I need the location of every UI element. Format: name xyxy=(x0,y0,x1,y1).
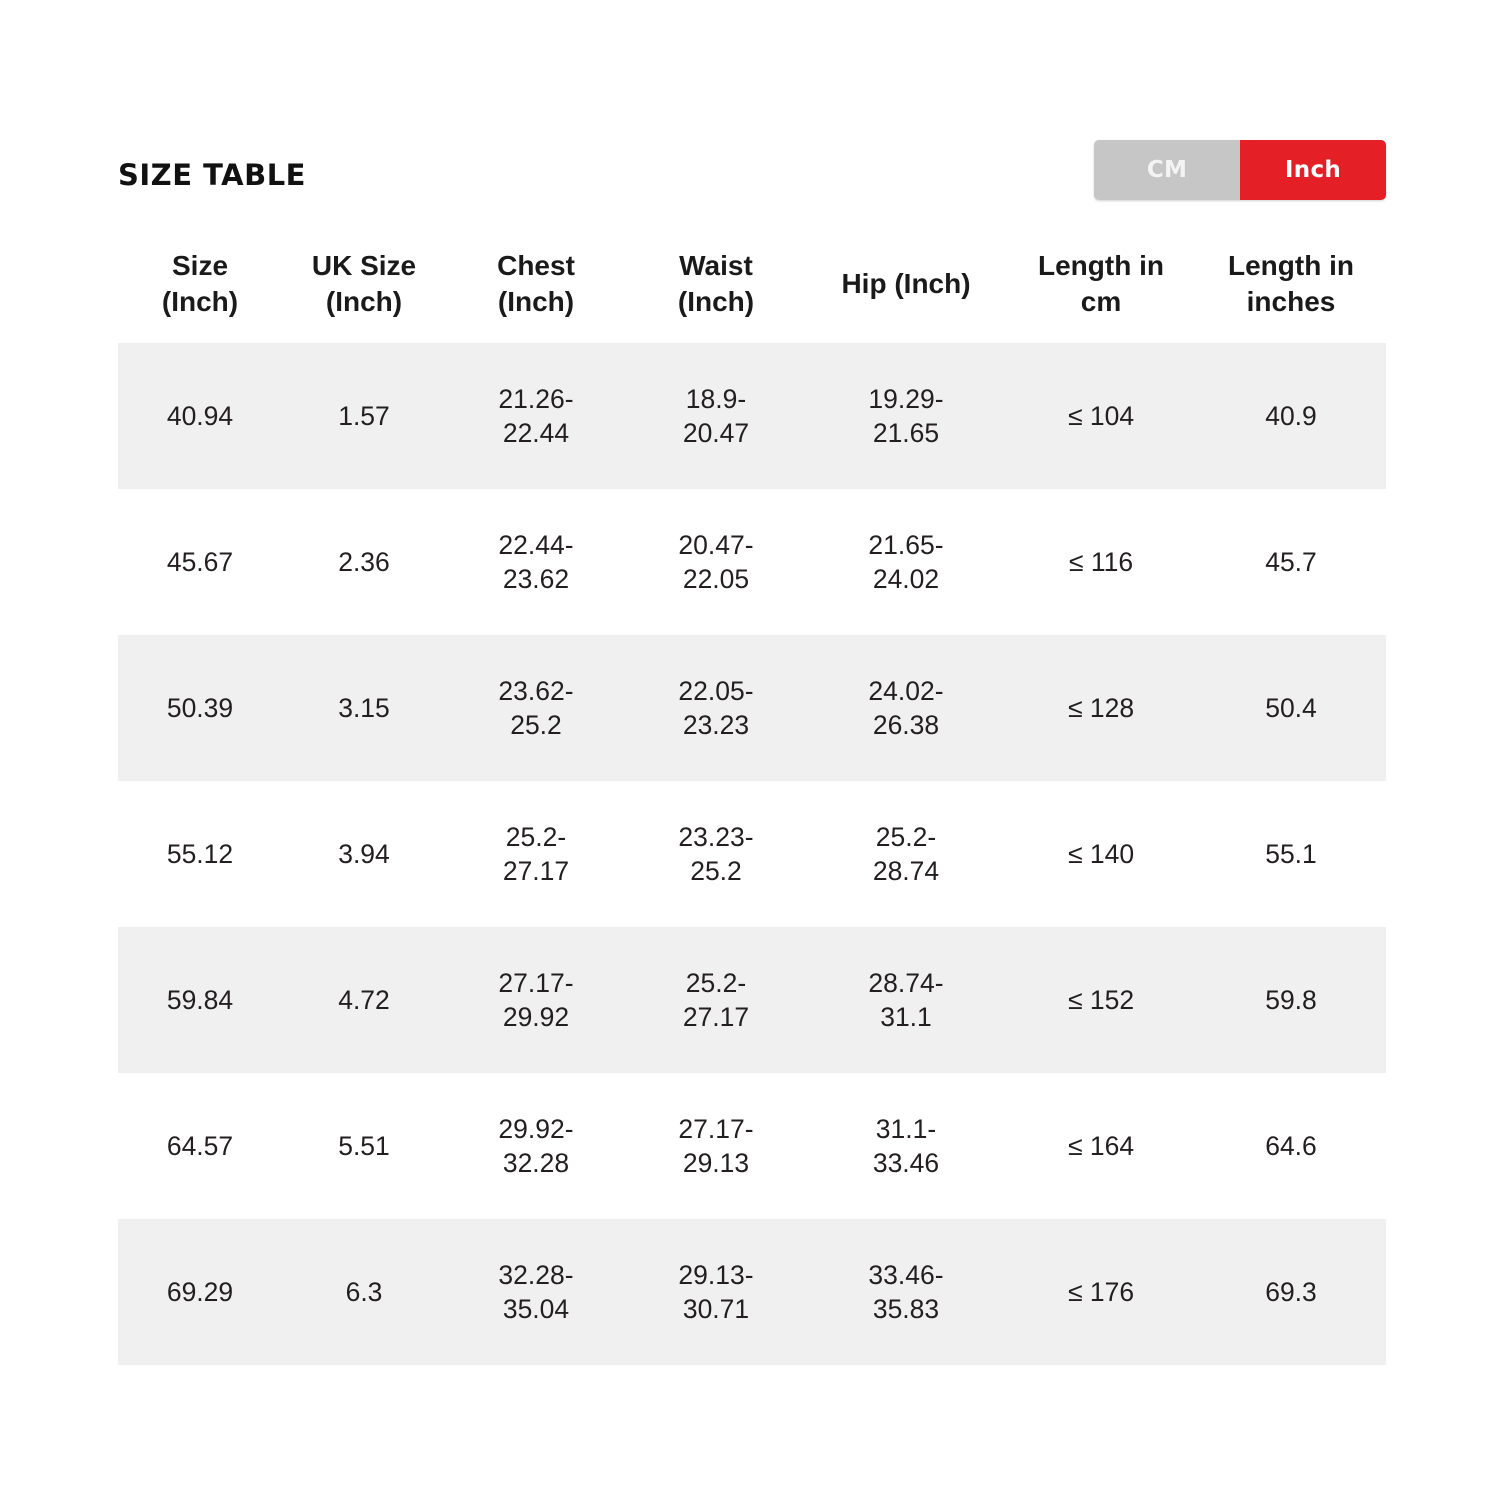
cell-chest xyxy=(446,781,626,927)
cell-waist xyxy=(626,1219,806,1365)
cell-hip xyxy=(806,489,1006,635)
column-header-size xyxy=(118,225,282,343)
cell-waist-line2: 20.47 xyxy=(682,418,750,448)
cell-hip-line2: 35.83 xyxy=(872,1294,940,1324)
column-header-size-line2: (Inch) xyxy=(161,286,239,317)
cell-length-inches: 45.7 xyxy=(1196,489,1386,635)
cell-uk-size: 3.15 xyxy=(282,635,446,781)
cell-chest xyxy=(446,489,626,635)
cell-hip-line1: 31.1- xyxy=(875,1113,937,1144)
cell-waist-line1: 23.23- xyxy=(678,821,754,852)
size-chart-header xyxy=(118,140,1386,206)
cell-hip-line1: 21.65- xyxy=(868,529,944,560)
unit-toggle-cm-button[interactable]: CM xyxy=(1094,140,1240,200)
cell-chest-line1: 25.2- xyxy=(505,821,567,852)
cell-size: 64.57 xyxy=(118,1073,282,1219)
cell-length-cm: ≤ 152 xyxy=(1006,927,1196,1073)
table-row xyxy=(118,1219,1386,1365)
table-row xyxy=(118,343,1386,489)
cell-chest xyxy=(446,343,626,489)
cell-waist-line2: 25.2 xyxy=(690,856,742,886)
table-row xyxy=(118,489,1386,635)
cell-chest-line2: 25.2 xyxy=(510,710,562,740)
column-header-length-inches-line2: inches xyxy=(1246,286,1336,317)
cell-length-cm: ≤ 176 xyxy=(1006,1219,1196,1365)
size-table-body xyxy=(118,343,1386,1365)
cell-waist-line2: 27.17 xyxy=(682,1002,750,1032)
cell-waist-line1: 22.05- xyxy=(678,675,754,706)
cell-chest-line2: 23.62 xyxy=(502,564,570,594)
column-header-waist-line2: (Inch) xyxy=(677,286,755,317)
column-header-length-cm xyxy=(1006,225,1196,343)
cell-length-cm: ≤ 128 xyxy=(1006,635,1196,781)
cell-waist-line2: 29.13 xyxy=(682,1148,750,1178)
cell-waist-line2: 22.05 xyxy=(682,564,750,594)
cell-waist-line1: 25.2- xyxy=(685,967,747,998)
cell-chest xyxy=(446,927,626,1073)
cell-chest-line2: 35.04 xyxy=(502,1294,570,1324)
cell-waist-line2: 30.71 xyxy=(682,1294,750,1324)
cell-size: 45.67 xyxy=(118,489,282,635)
cell-chest-line1: 27.17- xyxy=(498,967,574,998)
column-header-uk-size-line1: UK Size xyxy=(311,250,417,282)
cell-hip xyxy=(806,635,1006,781)
size-table-head xyxy=(118,225,1386,343)
cell-hip xyxy=(806,1073,1006,1219)
cell-waist-line2: 23.23 xyxy=(682,710,750,740)
table-row xyxy=(118,635,1386,781)
cell-waist-line1: 20.47- xyxy=(678,529,754,560)
cell-chest-line1: 22.44- xyxy=(498,529,574,560)
column-header-chest-line1: Chest xyxy=(497,250,575,282)
cell-chest-line2: 29.92 xyxy=(502,1002,570,1032)
cell-hip-line2: 26.38 xyxy=(872,710,940,740)
cell-length-inches: 40.9 xyxy=(1196,343,1386,489)
cell-waist-line1: 18.9- xyxy=(685,383,747,414)
cell-chest-line1: 32.28- xyxy=(498,1259,574,1290)
cell-hip-line2: 28.74 xyxy=(872,856,940,886)
cell-length-cm: ≤ 104 xyxy=(1006,343,1196,489)
cell-length-cm: ≤ 116 xyxy=(1006,489,1196,635)
column-header-uk-size xyxy=(282,225,446,343)
cell-waist xyxy=(626,927,806,1073)
cell-size: 40.94 xyxy=(118,343,282,489)
unit-toggle[interactable] xyxy=(1094,140,1386,200)
column-header-waist-line1: Waist xyxy=(679,250,753,282)
cell-chest xyxy=(446,635,626,781)
column-header-hip-line1: Hip (Inch) xyxy=(841,268,971,300)
cell-length-inches: 59.8 xyxy=(1196,927,1386,1073)
column-header-length-cm-line2: cm xyxy=(1080,286,1122,317)
cell-hip-line2: 24.02 xyxy=(872,564,940,594)
cell-hip-line1: 33.46- xyxy=(868,1259,944,1290)
cell-size: 55.12 xyxy=(118,781,282,927)
column-header-length-inches xyxy=(1196,225,1386,343)
table-row xyxy=(118,1073,1386,1219)
cell-waist xyxy=(626,635,806,781)
column-header-hip xyxy=(806,225,1006,343)
cell-hip-line1: 19.29- xyxy=(868,383,944,414)
column-header-uk-size-line2: (Inch) xyxy=(325,286,403,317)
cell-uk-size: 4.72 xyxy=(282,927,446,1073)
column-header-length-cm-line1: Length in xyxy=(1038,250,1164,282)
cell-length-inches: 50.4 xyxy=(1196,635,1386,781)
cell-hip xyxy=(806,927,1006,1073)
cell-hip xyxy=(806,781,1006,927)
cell-hip-line2: 21.65 xyxy=(872,418,940,448)
column-header-waist xyxy=(626,225,806,343)
cell-waist xyxy=(626,489,806,635)
cell-hip-line2: 31.1 xyxy=(880,1002,932,1032)
cell-chest-line2: 32.28 xyxy=(502,1148,570,1178)
page-title: SIZE TABLE xyxy=(118,158,306,192)
cell-hip xyxy=(806,1219,1006,1365)
cell-chest-line1: 21.26- xyxy=(498,383,574,414)
size-table-container xyxy=(118,225,1386,1365)
column-header-chest xyxy=(446,225,626,343)
cell-hip xyxy=(806,343,1006,489)
cell-chest xyxy=(446,1219,626,1365)
cell-length-cm: ≤ 140 xyxy=(1006,781,1196,927)
cell-uk-size: 6.3 xyxy=(282,1219,446,1365)
column-header-length-inches-line1: Length in xyxy=(1228,250,1354,282)
cell-hip-line1: 28.74- xyxy=(868,967,944,998)
cell-length-cm: ≤ 164 xyxy=(1006,1073,1196,1219)
cell-uk-size: 3.94 xyxy=(282,781,446,927)
cell-waist-line1: 27.17- xyxy=(678,1113,754,1144)
cell-hip-line2: 33.46 xyxy=(872,1148,940,1178)
cell-uk-size: 5.51 xyxy=(282,1073,446,1219)
cell-waist xyxy=(626,343,806,489)
cell-length-inches: 55.1 xyxy=(1196,781,1386,927)
cell-size: 59.84 xyxy=(118,927,282,1073)
cell-chest-line1: 29.92- xyxy=(498,1113,574,1144)
cell-hip-line1: 25.2- xyxy=(875,821,937,852)
unit-toggle-inch-button[interactable]: Inch xyxy=(1240,140,1386,200)
cell-chest-line2: 27.17 xyxy=(502,856,570,886)
cell-waist xyxy=(626,781,806,927)
cell-waist xyxy=(626,1073,806,1219)
cell-uk-size: 1.57 xyxy=(282,343,446,489)
cell-chest-line2: 22.44 xyxy=(502,418,570,448)
column-header-chest-line2: (Inch) xyxy=(497,286,575,317)
column-header-size-line1: Size xyxy=(171,250,229,282)
cell-waist-line1: 29.13- xyxy=(678,1259,754,1290)
cell-size: 69.29 xyxy=(118,1219,282,1365)
cell-size: 50.39 xyxy=(118,635,282,781)
cell-length-inches: 64.6 xyxy=(1196,1073,1386,1219)
size-table xyxy=(118,225,1386,1365)
cell-chest xyxy=(446,1073,626,1219)
cell-uk-size: 2.36 xyxy=(282,489,446,635)
cell-chest-line1: 23.62- xyxy=(498,675,574,706)
cell-hip-line1: 24.02- xyxy=(868,675,944,706)
table-header-row xyxy=(118,225,1386,343)
table-row xyxy=(118,781,1386,927)
table-row xyxy=(118,927,1386,1073)
cell-length-inches: 69.3 xyxy=(1196,1219,1386,1365)
